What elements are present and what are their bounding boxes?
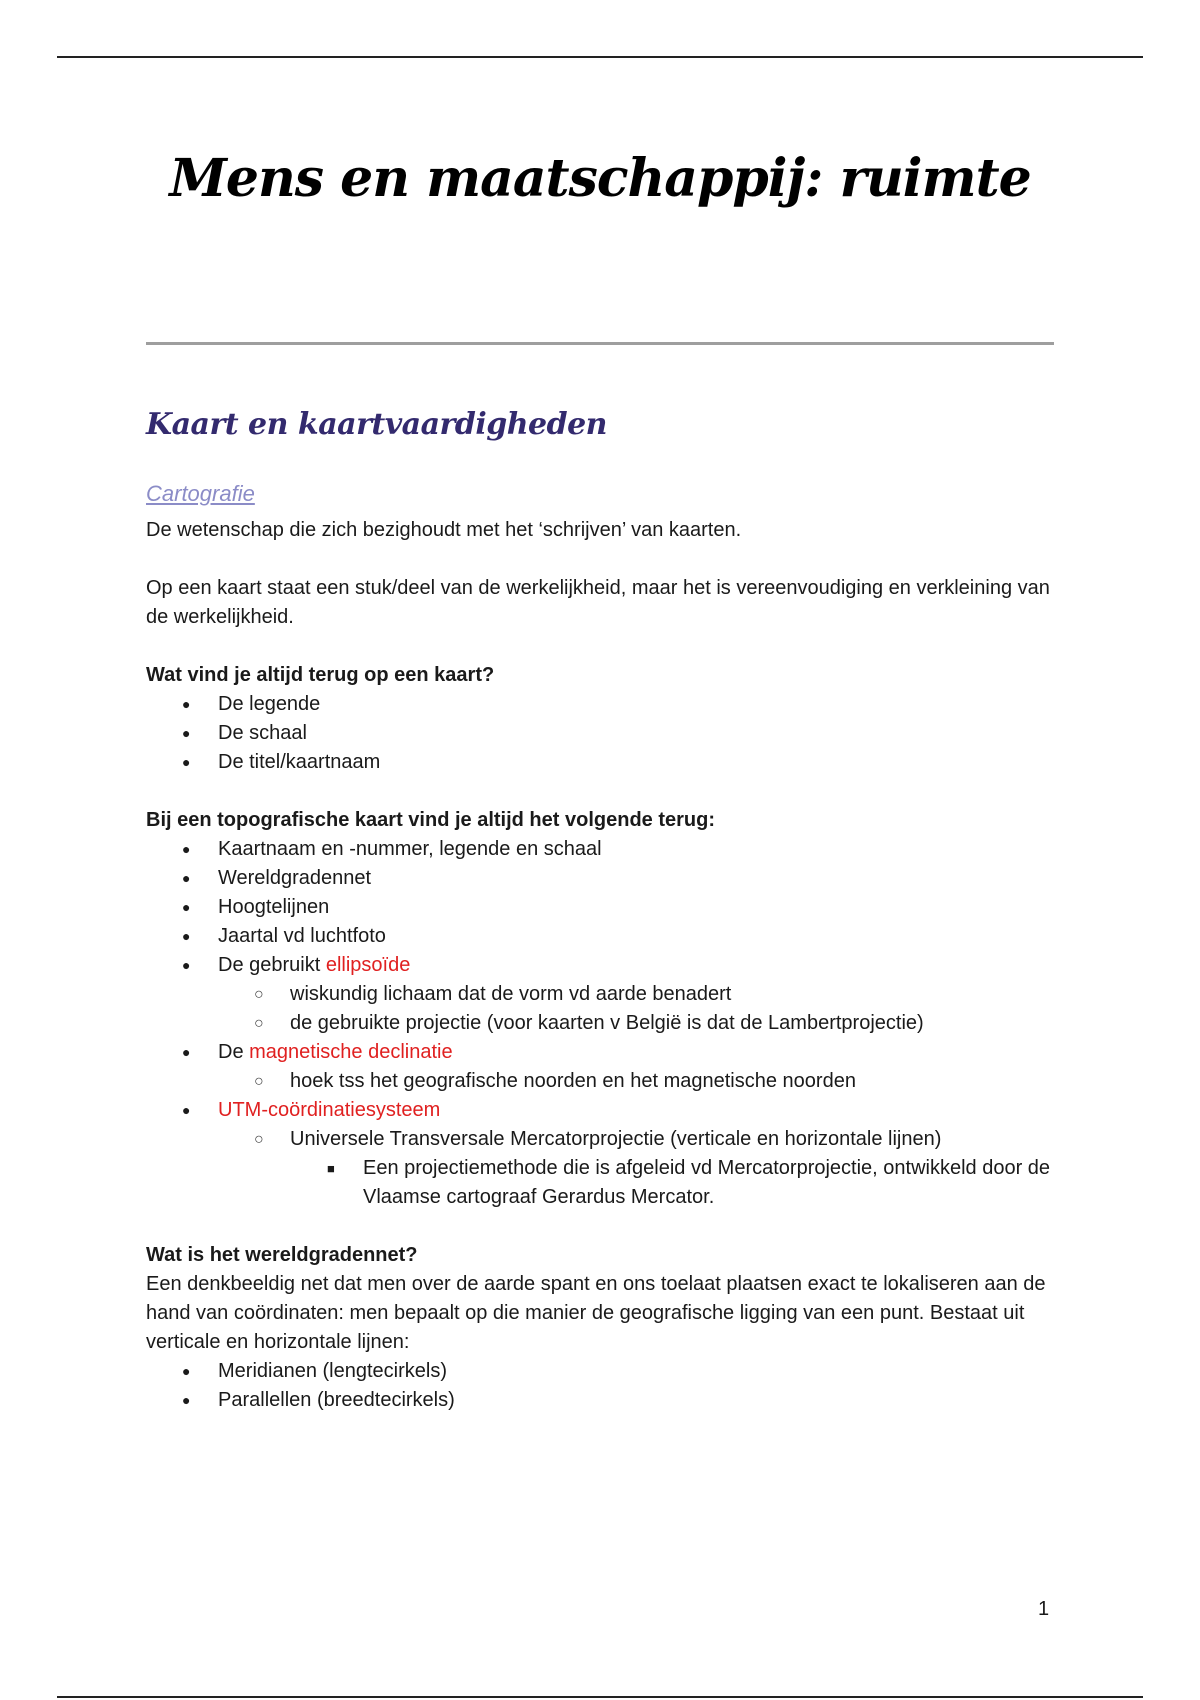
list-item: ● Wereldgradennet [146, 864, 1066, 893]
title-divider [146, 342, 1054, 345]
list-item: ● De legende [146, 690, 1066, 719]
page-bottom-rule [57, 1696, 1143, 1698]
list-item: ● De titel/kaartnaam [146, 748, 1066, 777]
bullet-list [146, 1357, 1066, 1415]
highlighted-term: ellipsoïde [325, 954, 411, 976]
list-item: ● De schaal [146, 719, 1066, 748]
page-top-rule [57, 56, 1143, 58]
item-text: De gebruikt [218, 954, 326, 976]
page-number: 1 [1038, 1598, 1050, 1620]
document-body [146, 405, 1066, 1415]
list-item [146, 1038, 1066, 1067]
item-text: De [218, 1041, 250, 1063]
list-item: ● Meridianen (lengtecirkels) [146, 1357, 1066, 1386]
question-heading: Wat vind je altijd terug op een kaart? [146, 664, 495, 686]
subsection-heading: Cartografie [146, 481, 255, 506]
question-heading: Bij een topografische kaart vind je altijd het volgende terug: [146, 809, 715, 831]
paragraph: De wetenschap die zich bezighoudt met het ‘schrijven’ van kaarten. [146, 519, 742, 541]
sub-list-item: ○ Universele Transversale Mercatorprojectie (verticale en horizontale lijnen) [146, 1125, 1066, 1154]
bullet-list [146, 690, 1066, 777]
section-heading: Kaart en kaartvaardigheden [146, 407, 607, 442]
list-item: ● Kaartnaam en -nummer, legende en schaal [146, 835, 1066, 864]
list-item [146, 1096, 1066, 1125]
highlighted-term: UTM-coördinatiesysteem [218, 1099, 441, 1121]
bullet-list [146, 835, 1066, 1212]
sub-sub-list-item: ■ Een projectiemethode die is afgeleid vd Mercatorprojectie, ontwikkeld door de Vlaamse cartograaf Gerardus Mercator. [146, 1154, 1066, 1212]
document-title: Mens en maatschappij: ruimte [169, 148, 1031, 209]
list-item [146, 951, 1066, 980]
paragraph: Op een kaart staat een stuk/deel van de werkelijkheid, maar het is vereenvoudiging en verkleining van de werkelijkheid. [146, 577, 1050, 628]
sub-list-item: ○ wiskundig lichaam dat de vorm vd aarde benadert [146, 980, 1066, 1009]
list-item: ● Jaartal vd luchtfoto [146, 922, 1066, 951]
list-item: ● Hoogtelijnen [146, 893, 1066, 922]
highlighted-term: magnetische declinatie [249, 1041, 453, 1063]
sub-list-item: ○ hoek tss het geografische noorden en het magnetische noorden [146, 1067, 1066, 1096]
sub-list-item: ○ de gebruikte projectie (voor kaarten v België is dat de Lambertprojectie) [146, 1009, 1066, 1038]
paragraph: Een denkbeeldig net dat men over de aarde spant en ons toelaat plaatsen exact te lokaliseren aan de hand van coördinaten: men bepaalt op die manier de geografische ligging van een punt. Bestaat uit verticale en horizontale lijnen: [146, 1273, 1046, 1353]
question-heading: Wat is het wereldgradennet? [146, 1244, 418, 1266]
list-item: ● Parallellen (breedtecirkels) [146, 1386, 1066, 1415]
